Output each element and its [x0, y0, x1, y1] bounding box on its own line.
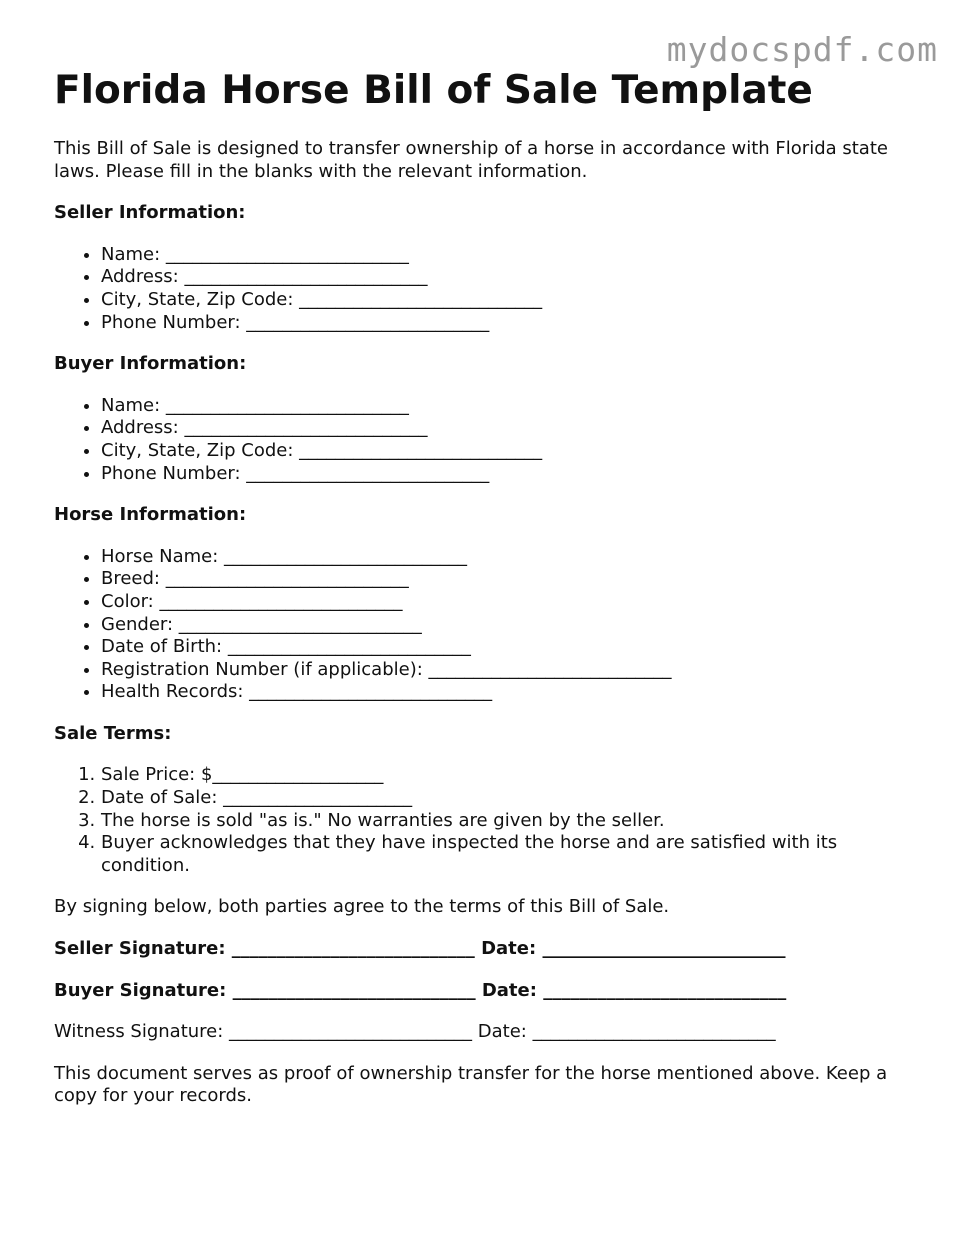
terms-list [54, 764, 914, 877]
buyer-heading: Buyer Information: [54, 353, 247, 375]
seller-signature-line: Seller Signature: ___________________________ Date: ___________________________ [54, 938, 786, 960]
intro-paragraph: This Bill of Sale is designed to transfer ownership of a horse in accordance with Florida state laws. Please fill in the blanks with the relevant information. [54, 138, 888, 182]
closing-paragraph: This document serves as proof of ownership transfer for the horse mentioned above. Keep a copy for your records. [54, 1062, 888, 1107]
term-date-of-sale: 2. Date of Sale: _____________________ [101, 787, 914, 810]
horse-color-field: • Color: ___________________________ [101, 591, 914, 614]
seller-city-field: • City, State, Zip Code: ___________________________ [101, 289, 914, 312]
horse-breed-field: • Breed: ___________________________ [101, 568, 914, 591]
term-sale-price: 1. Sale Price: $___________________ [101, 764, 914, 787]
horse-health-field: • Health Records: ___________________________ [101, 681, 914, 704]
buyer-list [54, 395, 914, 485]
seller-list [54, 244, 914, 334]
seller-heading: Seller Information: [54, 202, 246, 224]
term-as-is: 3. The horse is sold "as is." No warranties are given by the seller. [101, 810, 914, 833]
buyer-phone-field: • Phone Number: ___________________________ [101, 463, 914, 486]
document-body [54, 138, 914, 1127]
horse-registration-field: • Registration Number (if applicable): ___________________________ [101, 659, 914, 682]
page-title: Florida Horse Bill of Sale Template [54, 68, 813, 113]
horse-dob-field: • Date of Birth: ___________________________ [101, 636, 914, 659]
witness-signature-line: Witness Signature: ___________________________ Date: ___________________________ [54, 1021, 776, 1043]
buyer-name-field: • Name: ___________________________ [101, 395, 914, 418]
agreement-paragraph: By signing below, both parties agree to the terms of this Bill of Sale. [54, 896, 670, 918]
horse-heading: Horse Information: [54, 504, 247, 526]
seller-address-field: • Address: ___________________________ [101, 266, 914, 289]
term-acknowledgement: 4. Buyer acknowledges that they have inspected the horse and are satisfied with its condition. [101, 832, 914, 877]
buyer-city-field: • City, State, Zip Code: ___________________________ [101, 440, 914, 463]
horse-gender-field: • Gender: ___________________________ [101, 614, 914, 637]
seller-name-field: • Name: ___________________________ [101, 244, 914, 267]
buyer-address-field: • Address: ___________________________ [101, 417, 914, 440]
horse-name-field: • Horse Name: ___________________________ [101, 546, 914, 569]
seller-phone-field: • Phone Number: ___________________________ [101, 312, 914, 335]
horse-list [54, 546, 914, 704]
buyer-signature-line: Buyer Signature: ___________________________ Date: ___________________________ [54, 979, 787, 1001]
watermark: mydocspdf.com [666, 30, 938, 69]
terms-heading: Sale Terms: [54, 722, 172, 744]
